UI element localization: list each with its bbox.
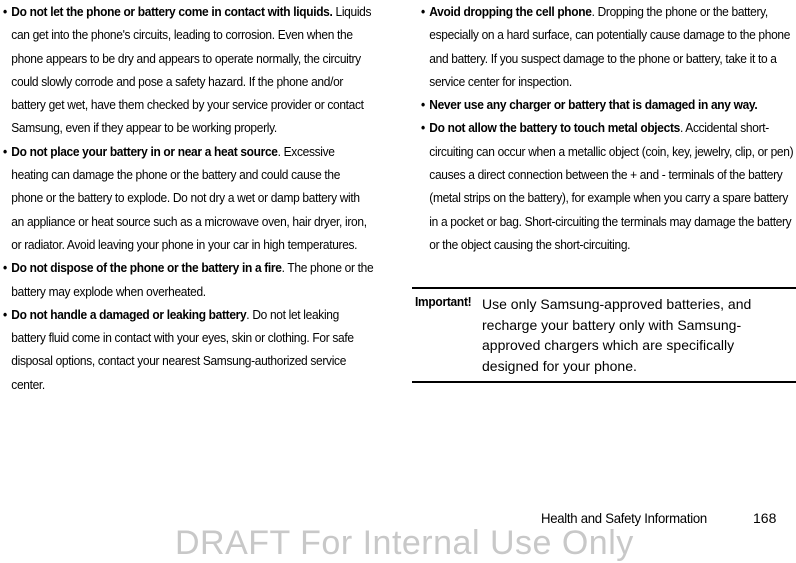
item-title: Do not let the phone or battery come in contact with liquids. xyxy=(11,4,333,19)
safety-item-liquids xyxy=(3,0,374,140)
page-number: 168 xyxy=(753,510,777,526)
item-title: Do not handle a damaged or leaking battery xyxy=(11,306,247,322)
note-label: Important! xyxy=(415,294,472,309)
item-text: . The phone or the battery may explode when overheated. xyxy=(11,260,374,299)
safety-item-dropping xyxy=(421,0,795,93)
item-title: Do not dispose of the phone or the battery in a fire xyxy=(11,260,282,276)
footer-section-title: Health and Safety Information xyxy=(541,510,707,526)
bullet-icon: • xyxy=(3,4,7,19)
item-title: Do not allow the battery to touch metal objects xyxy=(429,120,680,136)
bullet-icon: • xyxy=(421,97,425,113)
bullet-icon: • xyxy=(421,4,425,19)
safety-item-metal-objects xyxy=(421,116,795,256)
bullet-icon: • xyxy=(421,120,425,136)
safety-item-heat xyxy=(3,140,374,256)
draft-watermark: DRAFT For Internal Use Only xyxy=(175,524,634,562)
safety-item-damaged-battery xyxy=(3,303,374,396)
bullet-icon: • xyxy=(3,143,7,159)
item-text: . Excessive heating can damage the phone or the battery and could cause the phone or the battery to explode. Do not dry a wet or damp battery with an appliance or heat source such as a microwave oven, hair dryer, iron, or radiator. Avoid leaving your phone in your car in high temperatures. xyxy=(11,143,367,252)
note-text: Use only Samsung-approved batteries, and recharge your battery only with Samsung-approved chargers which are specifically designed for your phone. xyxy=(482,296,752,374)
item-title: Do not place your battery in or near a heat source xyxy=(11,143,278,159)
safety-item-fire xyxy=(3,256,374,303)
item-text: . Dropping the phone or the battery, especially on a hard surface, can potentially cause damage to the phone and battery. If you suspect damage to the phone or battery, take it to a service center for inspection. xyxy=(429,4,791,89)
important-note xyxy=(412,287,796,383)
left-column xyxy=(3,0,374,396)
item-text: . Accidental short-circuiting can occur when a metallic object (coin, key, jewelry, clip, or pen) causes a direct connection between the + and - terminals of the battery (metal strips on the battery), for example when you carry a spare battery in a pocket or bag. Short-circuiting the terminals may damage the battery or the object causing the short-circuiting. xyxy=(429,120,794,252)
item-text: . Do not let leaking battery fluid come in contact with your eyes, skin or clothing. For safe disposal options, contact your nearest Samsung-authorized service center. xyxy=(11,306,354,392)
bullet-icon: • xyxy=(3,260,7,276)
item-title: Never use any charger or battery that is damaged in any way. xyxy=(429,97,758,113)
bullet-icon: • xyxy=(3,306,7,322)
right-column xyxy=(421,0,795,256)
item-title: Avoid dropping the cell phone xyxy=(429,4,592,19)
safety-item-damaged-charger xyxy=(421,93,795,116)
item-text: Liquids can get into the phone's circuits, leading to corrosion. Even when the phone appears to be dry and appears to operate normally, the circuitry could slowly corrode and pose a safety hazard. If the phone and/or battery get wet, have them checked by your service provider or contact Samsung, even if they appear to be working properly. xyxy=(11,4,372,136)
